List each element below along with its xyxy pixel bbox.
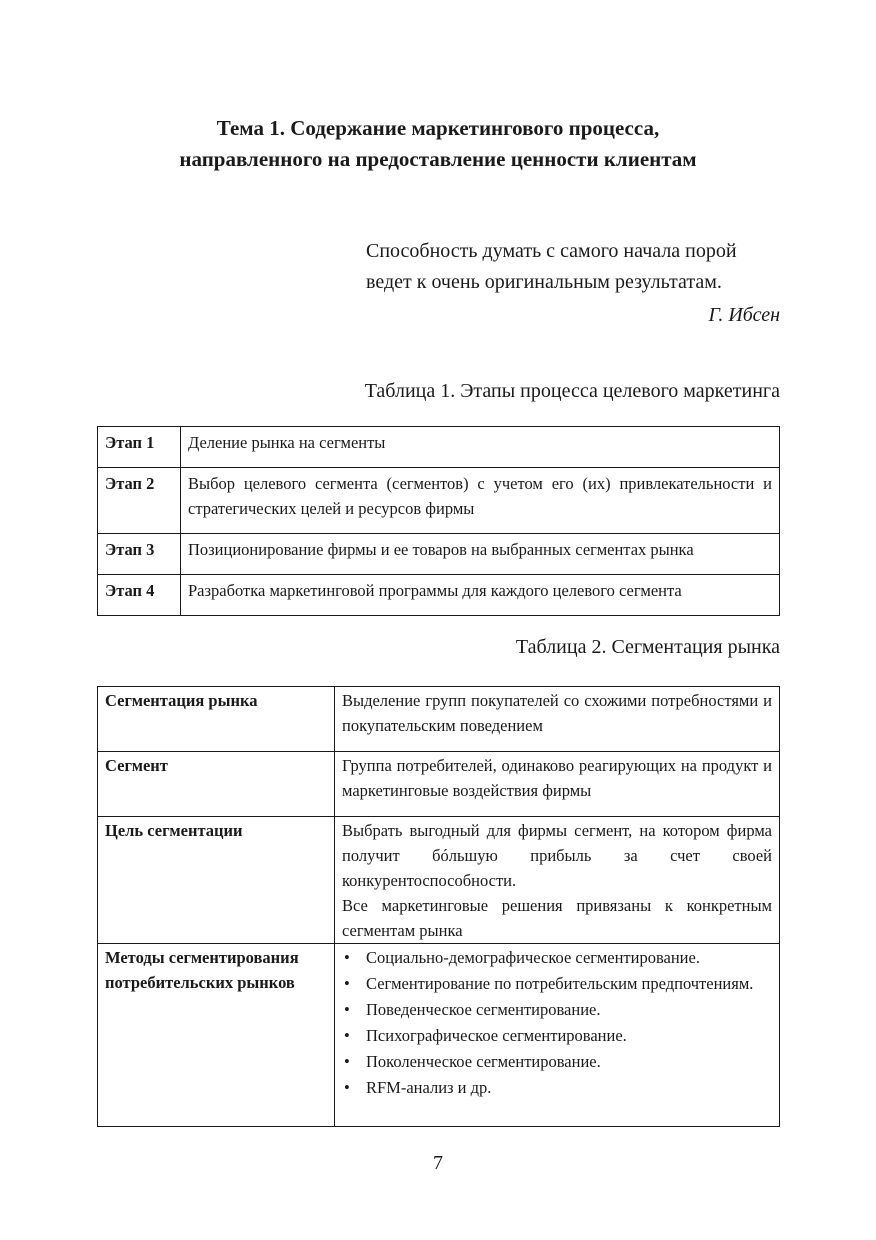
definition-cell — [335, 944, 780, 1127]
stage-description: Позиционирование фирмы и ее товаров на выбранных сегментах рынка — [181, 534, 780, 575]
definition-text: Выделение групп покупателей со схожими потребностями и покупательским поведением — [342, 691, 772, 735]
term-cell: Сегмент — [98, 752, 335, 817]
list-item: • Психографическое сегментирование. — [366, 1023, 772, 1048]
list-item: • Поколенческое сегментирование. — [366, 1049, 772, 1074]
list-item: • Социально-демографическое сегментирование. — [366, 945, 772, 970]
term-cell: Сегментация рынка — [98, 687, 335, 752]
term-cell: Методы сегментирования потребительских рынков — [98, 944, 335, 1127]
table2-caption: Таблица 2. Сегментация рынка — [515, 636, 780, 658]
epigraph-quote: Способность думать с самого начала порой ведет к очень оригинальным результатам. — [366, 240, 737, 293]
table-row — [98, 468, 780, 534]
topic-title-line-1: Тема 1. Содержание маркетингового процесса, — [216, 116, 660, 140]
stage-description: Деление рынка на сегменты — [181, 427, 780, 468]
definition-cell — [335, 817, 780, 944]
definition-text: Группа потребителей, одинаково реагирующих на продукт и маркетинговые воздействия фирмы — [342, 756, 772, 800]
term-cell: Цель сегментации — [98, 817, 335, 944]
stage-description: Выбор целевого сегмента (сегментов) с учетом его (их) привлекательности и стратегических целей и ресурсов фирмы — [181, 468, 780, 534]
table-row — [98, 427, 780, 468]
stage-label: Этап 4 — [98, 575, 181, 616]
definition-cell — [335, 752, 780, 817]
stage-label: Этап 1 — [98, 427, 181, 468]
stage-label: Этап 2 — [98, 468, 181, 534]
stage-label: Этап 3 — [98, 534, 181, 575]
definition-text: Все маркетинговые решения привязаны к конкретным сегментам рынка — [342, 896, 772, 940]
definition-cell — [335, 687, 780, 752]
stage-description: Разработка маркетинговой программы для каждого целевого сегмента — [181, 575, 780, 616]
table1-caption: Таблица 1. Этапы процесса целевого маркетинга — [364, 380, 780, 402]
table-row — [98, 687, 780, 752]
page-number: 7 — [433, 1152, 443, 1174]
topic-title-line-2: направленного на предоставление ценности клиентам — [179, 147, 697, 171]
table-row — [98, 752, 780, 817]
table-row — [98, 534, 780, 575]
list-item: • Сегментирование по потребительским предпочтениям. — [366, 971, 772, 996]
segmentation-methods-list — [342, 945, 772, 1100]
list-item: • RFM-анализ и др. — [366, 1075, 772, 1100]
epigraph-author: Г. Ибсен — [708, 304, 780, 326]
table-row — [98, 944, 780, 1127]
market-segmentation-table — [97, 686, 780, 1127]
marketing-stages-table — [97, 426, 780, 616]
table-row — [98, 575, 780, 616]
list-item: • Поведенческое сегментирование. — [366, 997, 772, 1022]
topic-title — [90, 113, 786, 175]
definition-text: Выбрать выгодный для фирмы сегмент, на котором фирма получит бóльшую прибыль за счет своей конкурентоспособности. — [342, 821, 772, 890]
table-row — [98, 817, 780, 944]
